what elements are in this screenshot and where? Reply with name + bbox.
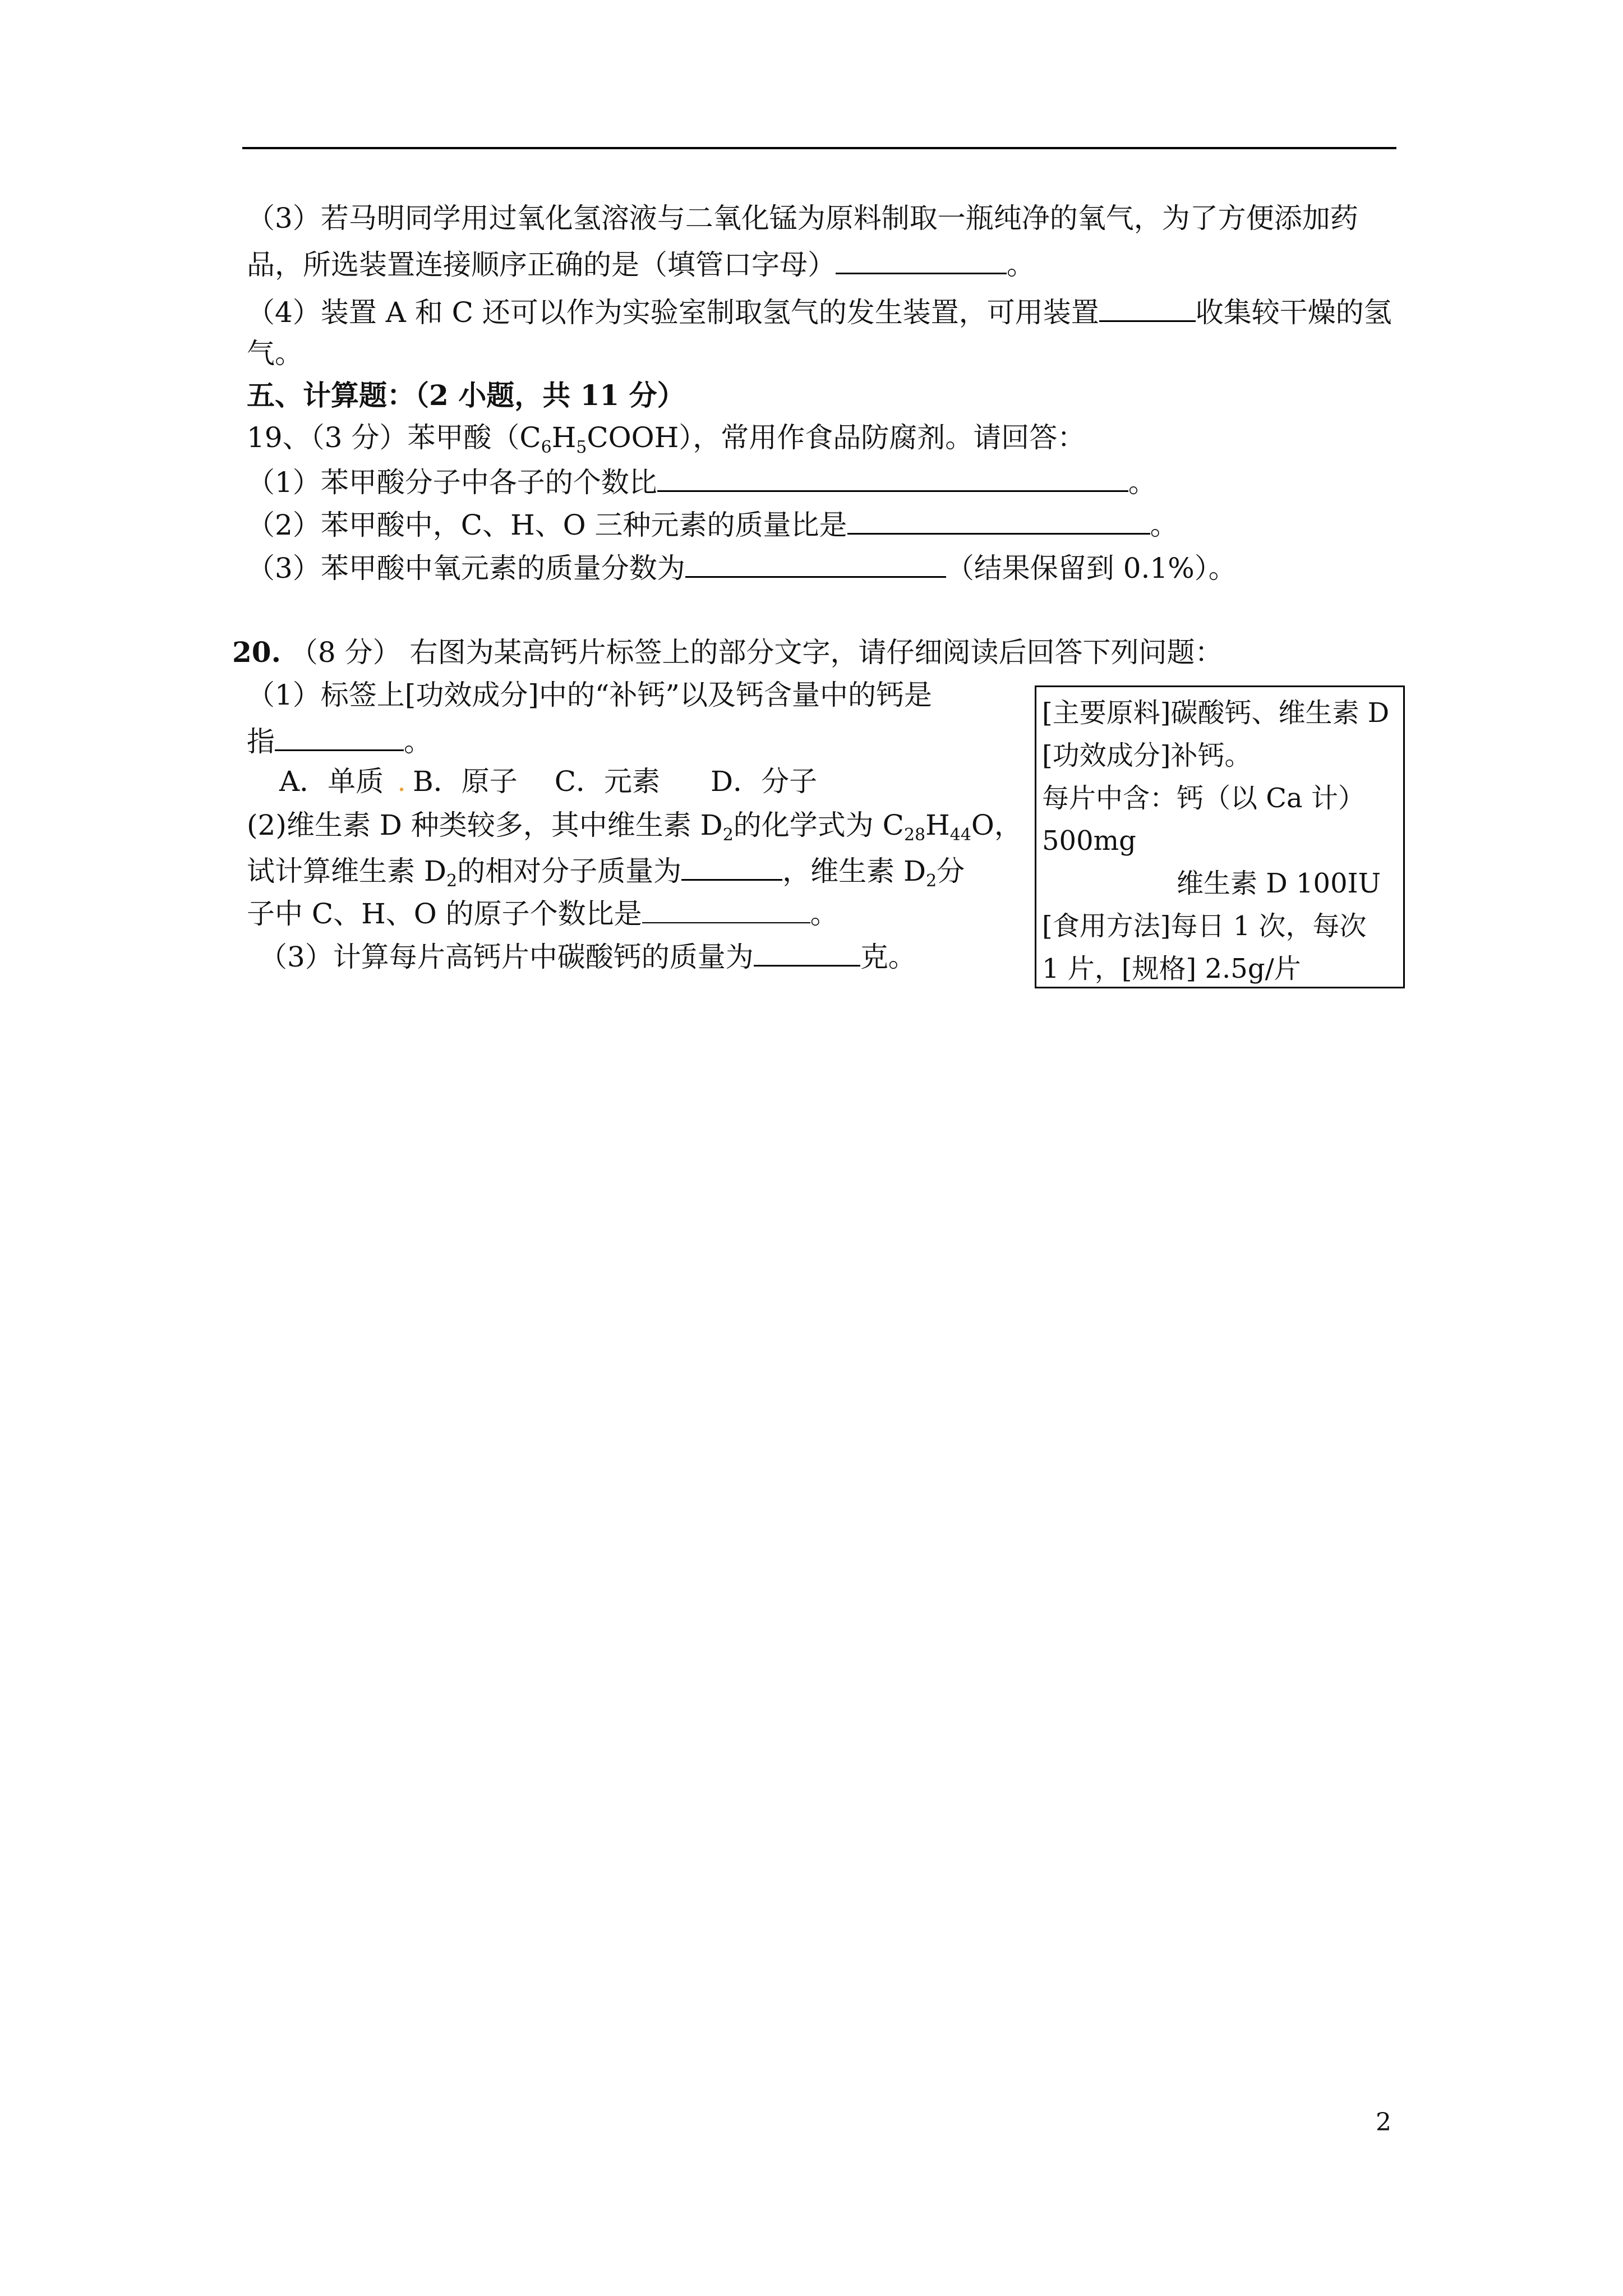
q18-part3-line2: 品，所选装置连接顺序正确的是（填管口字母） 。 (247, 249, 1035, 281)
answer-blank[interactable] (275, 725, 404, 751)
answer-blank[interactable] (642, 898, 810, 923)
q19-part2: （2）苯甲酸中，C、H、O 三种元素的质量比是 。 (247, 509, 1178, 541)
label-line: [主要原料]碳酸钙、维生素 D (1042, 697, 1390, 729)
q19-part1: （1）苯甲酸分子中各子的个数比 。 (247, 466, 1156, 499)
q20-part1-line2: 指 。 (247, 725, 432, 758)
q20-part2-line2: 试计算维生素 $D_2$的相对分子质量为 ，维生素 $D_2$分 (247, 855, 965, 891)
option-d: D．分子 (711, 765, 818, 798)
label-line: 每片中含：钙（以 Ca 计） (1042, 783, 1365, 814)
q19-part3: （3）苯甲酸中氧元素的质量分数为 （结果保留到 0.1%）。 (247, 552, 1237, 585)
answer-blank[interactable] (685, 551, 946, 578)
answer-blank[interactable] (657, 466, 1128, 492)
label-line: 维生素 D 100IU (1177, 868, 1381, 899)
option-a: A．单质 (279, 765, 384, 798)
header-rule (242, 147, 1396, 149)
option-c: C．元素 (554, 765, 661, 798)
q20-intro: 20. （8 分） 右图为某高钙片标签上的部分文字，请仔细阅读后回答下列问题： (232, 636, 1223, 669)
answer-blank[interactable] (847, 508, 1150, 535)
section-heading: 五、计算题：（2 小题，共 11 分） (247, 379, 685, 412)
q20-part2-line1: (2)维生素 D 种类较多，其中维生素 $D_2$的化学式为 $C_{28}H_{44}O$， (247, 809, 1022, 845)
q20-part1-line1: （1）标签上[功效成分]中的“补钙”以及钙含量中的钙是 (247, 679, 932, 711)
label-line: 1 片，[规格] 2.5g/片 (1042, 953, 1301, 984)
q20-options: A．单质 . B．原子 C．元素 D．分子 (279, 765, 818, 798)
q18-part4-line2: 气。 (247, 337, 303, 370)
label-line: 500mg (1042, 825, 1136, 857)
answer-blank[interactable] (681, 854, 782, 881)
page-number: 2 (1376, 2108, 1391, 2137)
q18-part3-line1: （3）若马明同学用过氧化氢溶液与二氧化锰为原料制取一瓶纯净的氧气，为了方便添加药 (247, 202, 1358, 234)
product-label-box (1035, 685, 1405, 988)
q18-part4-line1: （4）装置 A 和 C 还可以作为实验室制取氢气的发生装置，可用装置 收集较干燥的氢 (247, 296, 1392, 329)
answer-blank[interactable] (836, 248, 1007, 274)
q20-part2-line3: 子中 C、H、O 的原子个数比是 。 (247, 898, 838, 930)
label-line: [功效成分]补钙。 (1042, 740, 1252, 771)
q20-part3: （3）计算每片高钙片中碳酸钙的质量为 克。 (259, 941, 916, 973)
answer-blank[interactable] (1099, 296, 1196, 322)
option-b: B．原子 (413, 765, 518, 798)
q19-intro: 19、（3 分）苯甲酸$(C_6H_5COOH)$，常用作食品防腐剂。请回答： (247, 421, 1086, 457)
answer-blank[interactable] (754, 940, 860, 967)
label-line: [食用方法]每日 1 次，每次 (1042, 910, 1367, 942)
